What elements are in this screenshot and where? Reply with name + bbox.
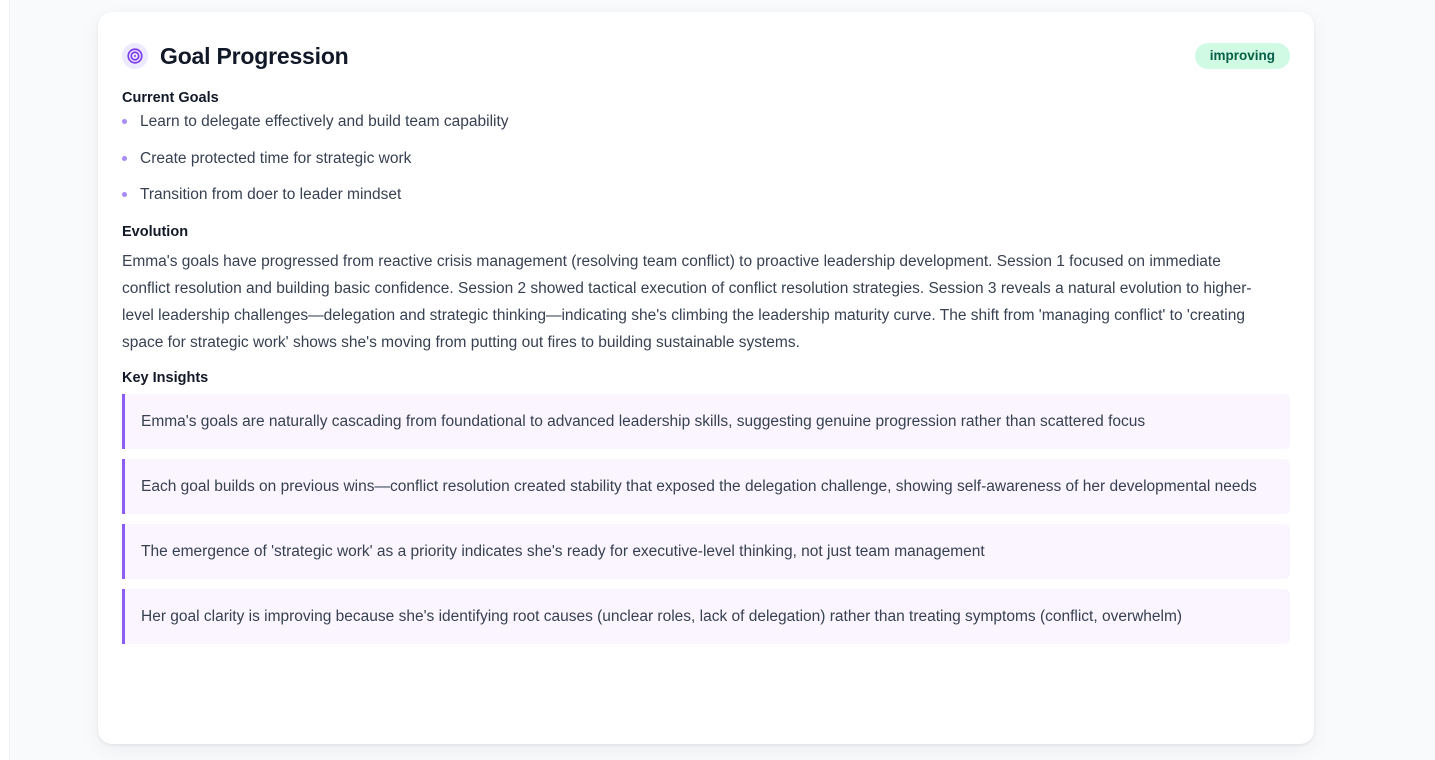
key-insights-heading: Key Insights [122, 369, 209, 386]
left-rail [0, 0, 10, 760]
card-header [122, 36, 1290, 76]
evolution-heading: Evolution [122, 223, 189, 240]
list-item: Each goal builds on previous wins—conflict resolution created stability that exposed the delegation challenge, showing self-awareness of her developmental needs [122, 459, 1290, 514]
status-badge: improving [1195, 43, 1290, 69]
goal-text: Create protected time for strategic work [140, 149, 412, 167]
list-item: The emergence of 'strategic work' as a priority indicates she's ready for executive-level thinking, not just team management [122, 524, 1290, 579]
target-icon [122, 43, 148, 69]
goal-text: Learn to delegate effectively and build team capability [140, 113, 509, 130]
list-item [122, 187, 1290, 203]
key-insights-list [122, 394, 1290, 644]
current-goals-list [122, 114, 1290, 203]
bullet-icon [122, 156, 127, 161]
current-goals-heading: Current Goals [122, 90, 219, 106]
card-header-left [122, 43, 349, 70]
bullet-icon [122, 192, 127, 197]
evolution-paragraph: Emma's goals have progressed from reactive crisis management (resolving team conflict) to proactive leadership development. Session 1 focused on immediate conflict resolution and building basic confidence. Session 2 showed tactical execution of conflict resolution strategies. Session 3 reveals a natural evolution to higher-level leadership challenges—delegation and strategic thinking—indicating she's climbing the leadership maturity curve. The shift from 'managing conflict' to 'creating space for strategic work' shows she's moving from putting out fires to building sustainable systems. [122, 252, 1252, 351]
list-item [122, 151, 1290, 167]
page-title: Goal Progression [160, 42, 349, 69]
goal-progression-card [98, 12, 1314, 744]
goal-text: Transition from doer to leader mindset [140, 186, 402, 203]
list-item: Emma's goals are naturally cascading from foundational to advanced leadership skills, suggesting genuine progression rather than scattered focus [122, 394, 1290, 449]
list-item: Her goal clarity is improving because she's identifying root causes (unclear roles, lack of delegation) rather than treating symptoms (conflict, overwhelm) [122, 589, 1290, 644]
bullet-icon [122, 119, 127, 124]
list-item [122, 114, 1290, 130]
